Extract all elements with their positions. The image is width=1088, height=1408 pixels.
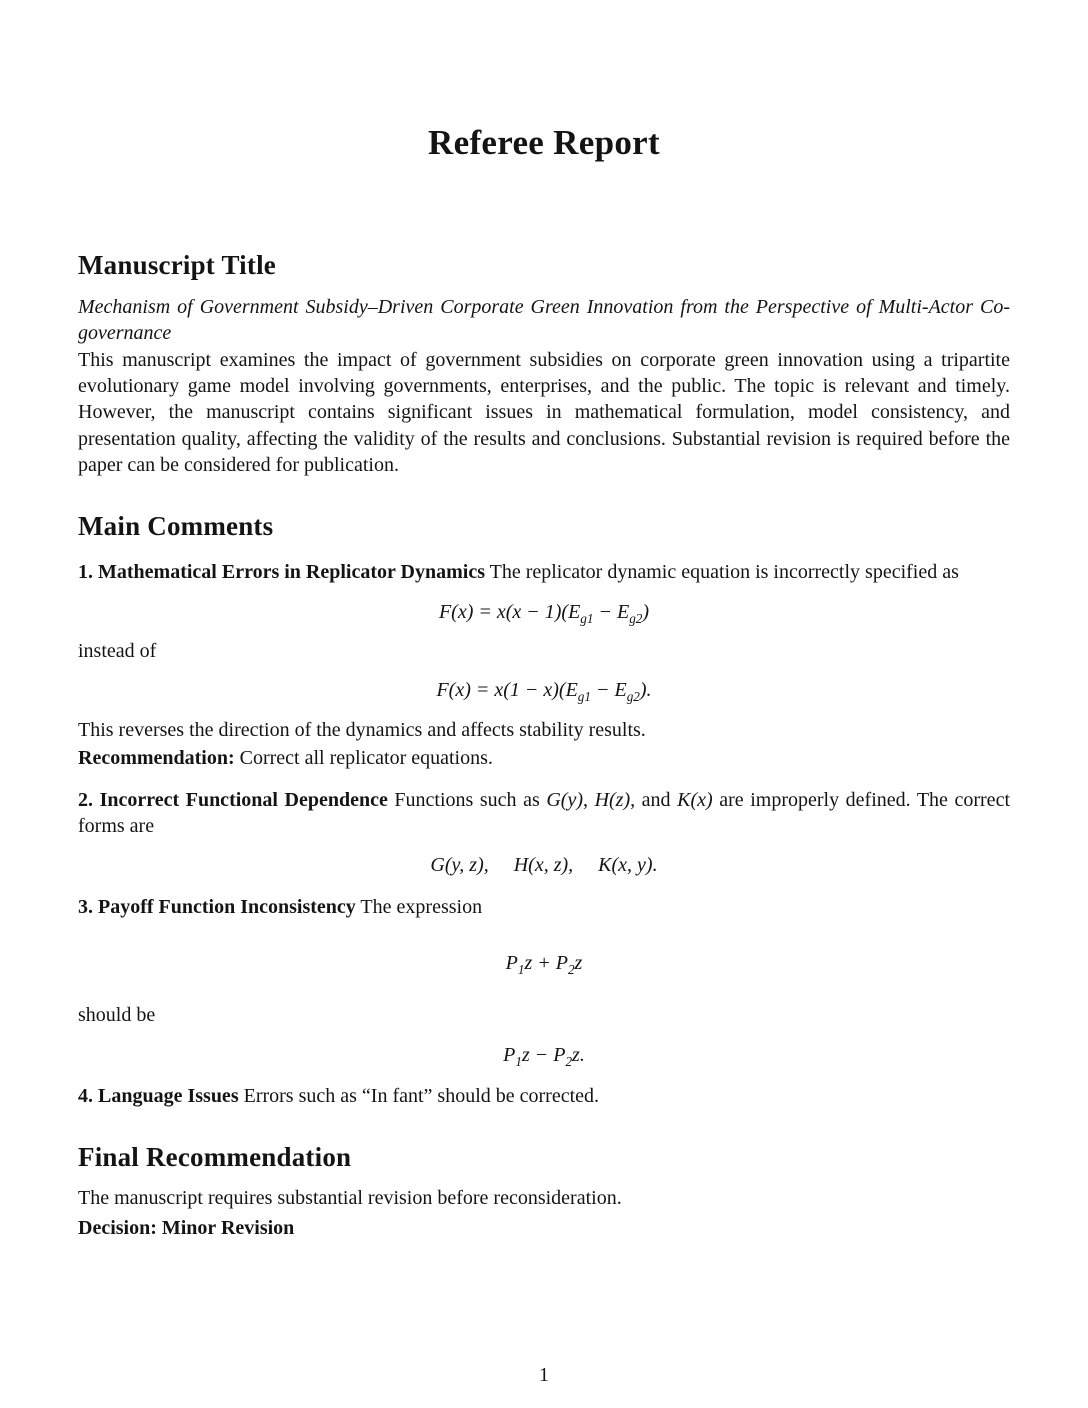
comment-3-should-be: should be [78,1004,156,1027]
recommendation-label: Recommendation: [78,747,235,770]
comment-4-text: Errors such as “In fant” should be corrected. [238,1085,600,1108]
document-title: Referee Report [428,123,660,162]
decision-line: Decision: Minor Revision [78,1216,295,1239]
comment-2-text: , [582,788,595,811]
eq-part: G(y, z), H(x, z), K(x, y). [430,854,658,877]
comment-4 [78,1083,1010,1109]
comment-2-label: 2. Incorrect Functional Dependence [78,788,388,811]
eq-subscript: 2 [567,962,575,978]
eq-subscript: g2 [629,610,643,626]
comment-2-text: Functions such as [387,788,547,811]
section-heading-manuscript-title: Manuscript Title [78,250,276,281]
eq-subscript: 2 [565,1053,573,1069]
recommendation-text: Correct all replicator equations. [234,747,493,770]
comment-2 [78,787,1010,840]
manuscript-summary: This manuscript examines the impact of government subsidies on corporate green innovation using a tripartite evolutionary game model involving governments, enterprises, and the public. The topic is relevant and timely. However, the manuscript contains significant issues in mathematical formulation, model consistency, and presentation quality, affecting the validity of the results and conclusions. Substantial revision is required before the paper can be considered for publication. [78,348,1010,477]
eq-part: P [505,952,518,975]
comment-1-consequence: This reverses the direction of the dynamics and affects stability results. [78,718,646,741]
manuscript-title-text: Mechanism of Government Subsidy–Driven Corporate Green Innovation from the Perspective of Multi-Actor Co-governance [78,295,1010,345]
inline-math-K: K(x) [677,788,713,811]
final-recommendation-text: The manuscript requires substantial revision before reconsideration. [78,1187,622,1210]
eq-part: z [574,952,583,975]
eq-part: P [503,1043,516,1066]
equation-correct-forms [78,852,1010,878]
eq-subscript: g1 [580,610,594,626]
comment-3-label: 3. Payoff Function Inconsistency [78,895,356,918]
comment-1-label: 1. Mathematical Errors in Replicator Dynamics [78,561,485,584]
comment-1 [78,559,1010,585]
comment-2-text: , and [630,788,678,811]
section-heading-main-comments: Main Comments [78,510,274,541]
comment-3-text: The expression [355,895,483,918]
equation-payoff-incorrect [78,950,1010,976]
comment-1-text: The replicator dynamic equation is incorrectly specified as [484,561,959,584]
eq-subscript: 1 [515,1053,522,1069]
eq-part: − E [593,600,630,623]
eq-part: F(x) = x(1 − x)(E [436,679,578,702]
comment-1-instead-of: instead of [78,639,157,662]
eq-subscript: 1 [517,962,525,978]
eq-subscript: g1 [577,689,591,705]
eq-part: z + P [524,952,568,975]
eq-part: z. [572,1043,585,1066]
section-heading-final-recommendation: Final Recommendation [78,1141,352,1172]
eq-part: ). [639,679,652,702]
comment-1-recommendation [78,745,1010,771]
inline-math-G: G(y) [546,788,583,811]
comment-2-text: are improperly defined. The correct forms are [78,788,1010,837]
inline-math-H: H(z) [594,788,631,811]
eq-part: − E [590,679,627,702]
equation-payoff-correct [78,1042,1010,1068]
comment-4-label: 4. Language Issues [78,1085,239,1108]
comment-3 [78,894,1010,920]
page-number: 1 [539,1363,549,1386]
eq-subscript: g2 [626,689,640,705]
equation-replicator-correct [78,677,1010,703]
eq-part: ) [642,600,650,623]
eq-part: z − P [521,1043,566,1066]
eq-part: F(x) = x(x − 1)(E [438,600,581,623]
equation-replicator-incorrect [78,599,1010,625]
